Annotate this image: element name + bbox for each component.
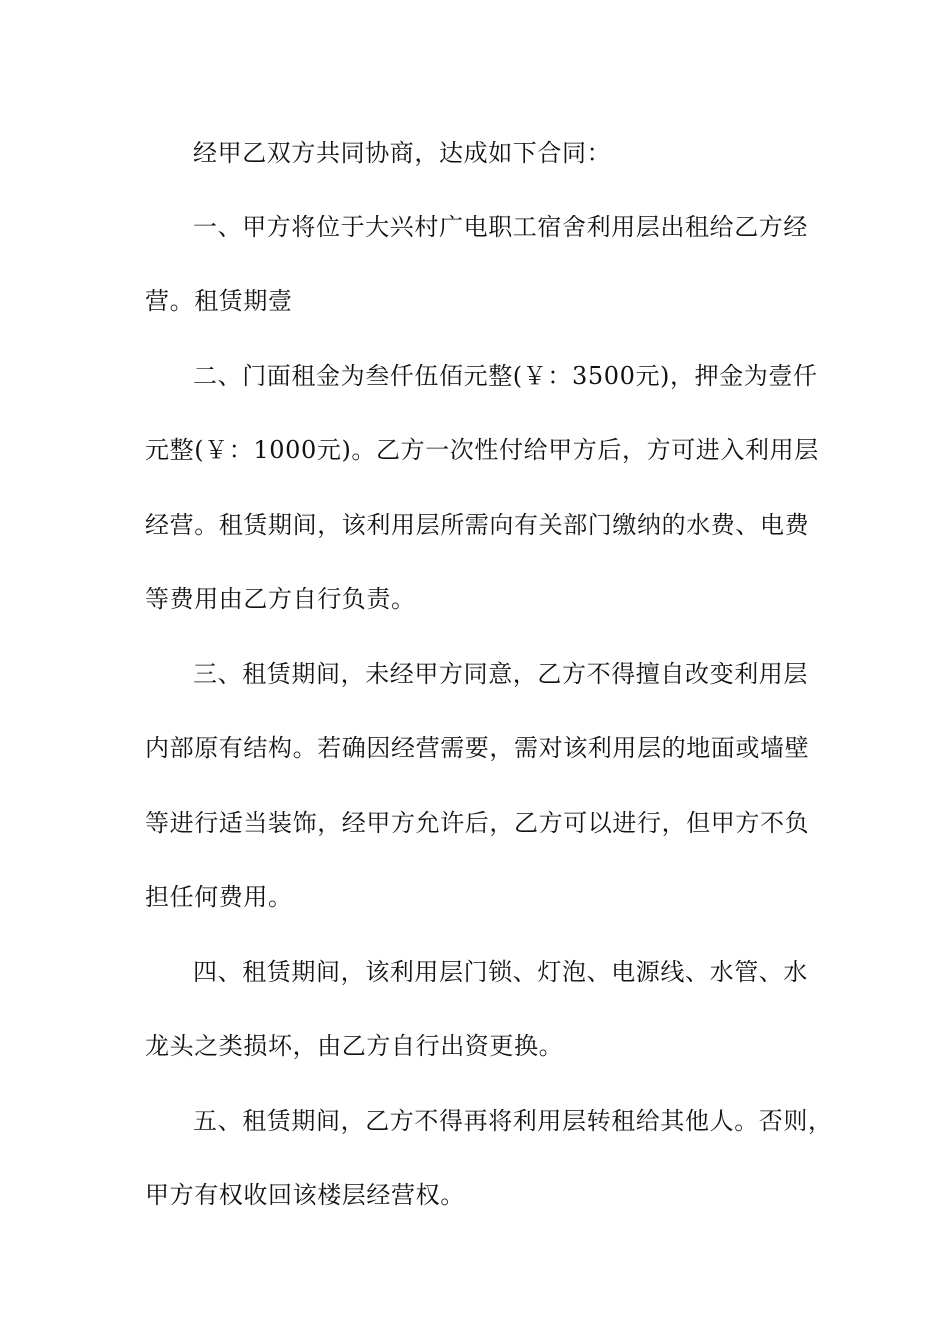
- clause-3-line-2: 内部原有结构。若确因经营需要，需对该利用层的地面或墙壁: [145, 734, 810, 762]
- clause-4-line-1: 四、租赁期间，该利用层门锁、灯泡、电源线、水管、水: [193, 958, 808, 986]
- clause-2-line-2: 元整(￥：1000元)。乙方一次性付给甲方后，方可进入利用层: [145, 436, 819, 464]
- clause-2-line-4: 等费用由乙方自行负责。: [145, 585, 416, 613]
- clause-5-line-1: 五、租赁期间，乙方不得再将利用层转租给其他人。否则，: [193, 1107, 833, 1135]
- intro-line: 经甲乙双方共同协商，达成如下合同：: [193, 139, 612, 167]
- clause-3-line-1: 三、租赁期间，未经甲方同意，乙方不得擅自改变利用层: [193, 660, 808, 688]
- clause-1-line-1: 一、甲方将位于大兴村广电职工宿舍利用层出租给乙方经: [193, 213, 808, 241]
- clause-4-line-2: 龙头之类损坏，由乙方自行出资更换。: [145, 1032, 564, 1060]
- clause-2-line-1: 二、门面租金为叁仟伍佰元整(￥：3500元)，押金为壹仟: [193, 362, 818, 390]
- clause-1-line-2: 营。租赁期壹: [145, 287, 293, 315]
- clause-3-line-4: 担任何费用。: [145, 883, 293, 911]
- clause-5-line-2: 甲方有权收回该楼层经营权。: [145, 1181, 465, 1209]
- clause-3-line-3: 等进行适当装饰，经甲方允许后，乙方可以进行，但甲方不负: [145, 809, 810, 837]
- clause-2-line-3: 经营。租赁期间，该利用层所需向有关部门缴纳的水费、电费: [145, 511, 810, 539]
